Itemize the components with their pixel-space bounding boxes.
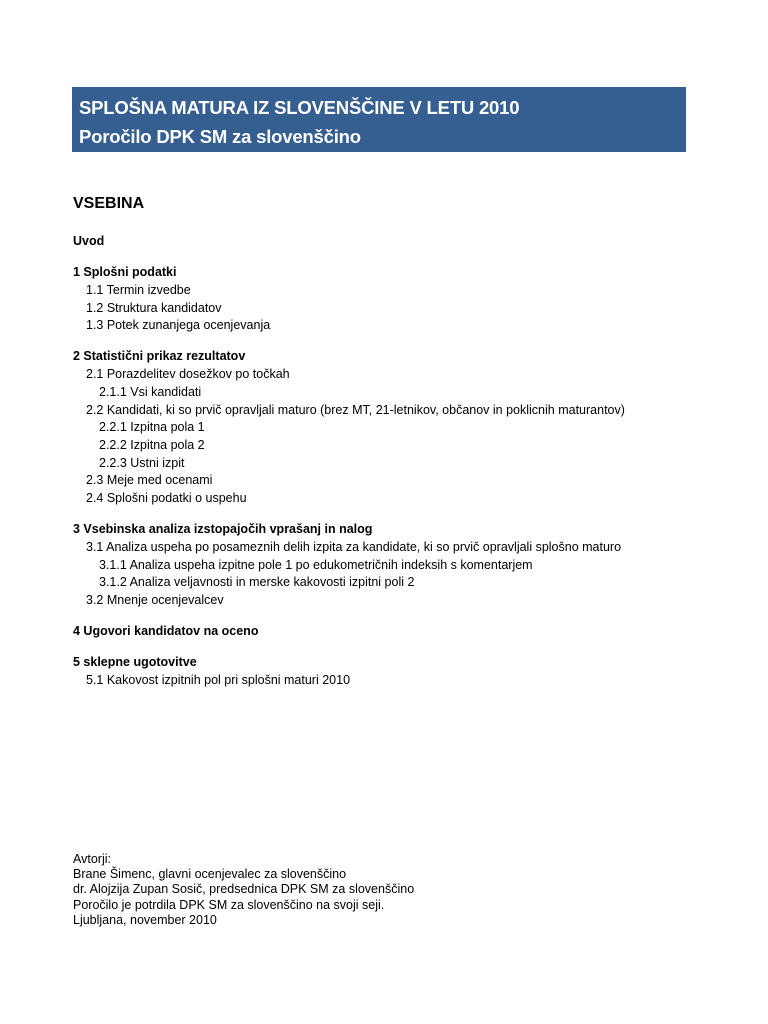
toc-subsubsection: 2.2.1 Izpitna pola 1 <box>99 420 205 435</box>
toc-subsection: 2.2 Kandidati, ki so prvič opravljali maturo (brez MT, 21-letnikov, občanov in poklicnih maturantov) <box>86 402 625 417</box>
authors-label: Avtorji: <box>73 852 111 866</box>
toc-subsection: 2.1 Porazdelitev dosežkov po točkah <box>86 367 290 382</box>
toc-section: 2 Statistični prikaz rezultatov <box>73 349 246 364</box>
toc-section: 3 Vsebinska analiza izstopajočih vprašanj in nalog <box>73 522 373 537</box>
toc-subsection: 1.2 Struktura kandidatov <box>86 300 222 315</box>
author-line: Brane Šimenc, glavni ocenjevalec za slovenščino <box>73 867 347 882</box>
toc-subsubsection: 3.1.2 Analiza veljavnosti in merske kakovosti izpitni poli 2 <box>99 575 415 590</box>
toc-section: 1 Splošni podatki <box>73 265 177 280</box>
title-banner <box>72 87 686 152</box>
toc-subsubsection: 2.2.3 Ustni izpit <box>99 455 185 470</box>
authors-block <box>73 852 414 928</box>
document-title: SPLOŠNA MATURA IZ SLOVENŠČINE V LETU 2010 <box>79 97 520 118</box>
document-subtitle: Poročilo DPK SM za slovenščino <box>79 126 361 147</box>
toc-subsection: 2.3 Meje med ocenami <box>86 473 213 488</box>
toc-section: 4 Ugovori kandidatov na oceno <box>73 624 259 639</box>
author-line: Ljubljana, november 2010 <box>73 912 217 927</box>
toc-subsection: 1.1 Termin izvedbe <box>86 282 191 297</box>
toc-subsubsection: 3.1.1 Analiza uspeha izpitne pole 1 po edukometričnih indeksih s komentarjem <box>99 557 533 572</box>
toc-subsubsection: 2.2.2 Izpitna pola 2 <box>99 437 205 452</box>
toc-subsection: 2.4 Splošni podatki o uspehu <box>86 490 247 505</box>
author-line: Poročilo je potrdila DPK SM za slovenščino na svoji seji. <box>73 897 385 912</box>
toc-subsection: 1.3 Potek zunanjega ocenjevanja <box>86 318 271 333</box>
toc-subsection: 3.2 Mnenje ocenjevalcev <box>86 592 224 607</box>
toc-subsection: 5.1 Kakovost izpitnih pol pri splošni maturi 2010 <box>86 672 351 687</box>
author-line: dr. Alojzija Zupan Sosič, predsednica DPK SM za slovenščino <box>73 882 415 897</box>
toc-heading: VSEBINA <box>73 195 145 212</box>
toc-subsection: 3.1 Analiza uspeha po posameznih delih izpita za kandidate, ki so prvič opravljali splošno maturo <box>86 539 622 554</box>
table-of-contents <box>73 233 713 690</box>
toc-section: Uvod <box>73 234 105 248</box>
toc-subsubsection: 2.1.1 Vsi kandidati <box>99 384 202 399</box>
toc-section: 5 sklepne ugotovitve <box>73 655 197 670</box>
